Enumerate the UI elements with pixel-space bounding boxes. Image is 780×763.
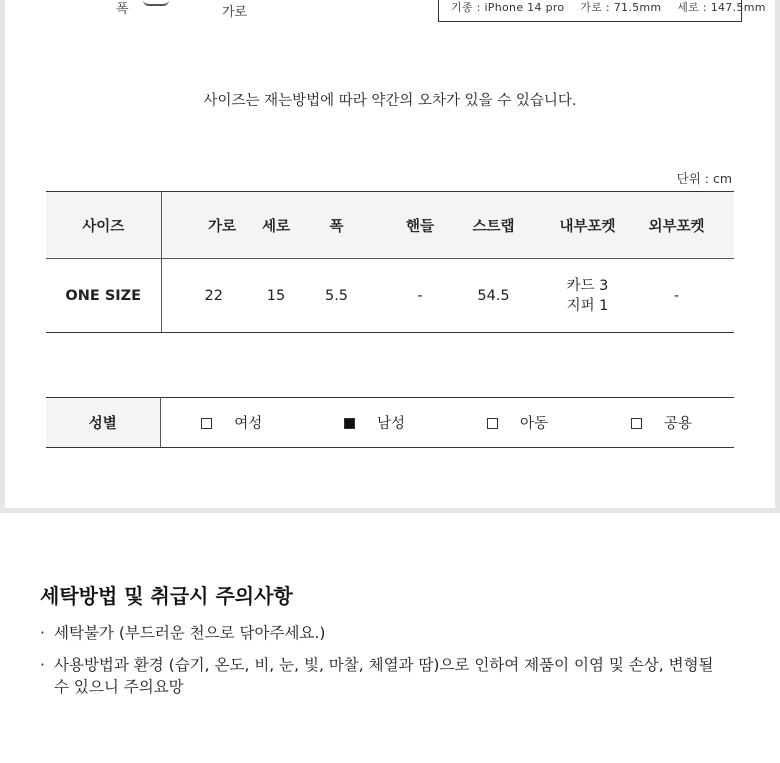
row-handle: - [421, 259, 467, 333]
bag-diagram-fragment [143, 0, 169, 6]
row-strap: 54.5 [467, 259, 574, 333]
gender-option-female: 여성 [160, 398, 303, 448]
header-handle: 핸들 [421, 192, 467, 259]
gender-option-unisex: 공용 [589, 398, 734, 448]
gender-table [46, 397, 734, 448]
reference-height: 세로 : 147.5mm [677, 1, 766, 14]
size-table-header-row [46, 192, 734, 259]
unit-label: 단위 : cm [676, 171, 732, 186]
measurement-note: 사이즈는 재는방법에 따라 약간의 오차가 있을 수 있습니다. [203, 93, 577, 109]
diagram-length-label: 가로 [222, 5, 248, 20]
reference-width: 가로 : 71.5mm [580, 1, 662, 14]
checkbox-icon [487, 418, 498, 429]
header-height: 세로 [268, 192, 314, 259]
care-item: · 세탁불가 (부드러운 천으로 닦아주세요.) [40, 622, 730, 644]
header-strap: 스트랩 [467, 192, 574, 259]
row-width: 22 [161, 259, 268, 333]
row-depth: 5.5 [314, 259, 421, 333]
header-outer-pocket: 외부포켓 [651, 192, 734, 259]
care-item: · 사용방법과 환경 (습기, 온도, 비, 눈, 빛, 마찰, 체열과 땀)으로 인하여 제품이 이염 및 손상, 변형될 수 있으니 주의요망 [40, 654, 730, 698]
gender-row [46, 398, 734, 448]
header-size: 사이즈 [46, 192, 161, 259]
reference-device-box [438, 0, 766, 22]
gender-label: 성별 [46, 398, 160, 448]
header-width: 가로 [161, 192, 268, 259]
checkbox-checked-icon [344, 418, 355, 429]
row-size: ONE SIZE [46, 259, 161, 333]
row-inner-pocket: 카드 3 지퍼 1 [574, 259, 651, 333]
gender-option-male: 남성 [303, 398, 446, 448]
row-height: 15 [268, 259, 314, 333]
header-inner-pocket: 내부포켓 [574, 192, 651, 259]
size-table [46, 191, 734, 333]
care-title: 세탁방법 및 취급시 주의사항 [40, 584, 293, 608]
header-depth: 폭 [314, 192, 421, 259]
checkbox-icon [201, 418, 212, 429]
gender-option-kids: 아동 [446, 398, 589, 448]
row-outer-pocket: - [651, 259, 734, 333]
care-list [40, 622, 730, 708]
diagram-width-label: 폭 [116, 2, 129, 17]
checkbox-icon [631, 418, 642, 429]
reference-device: 기종 : iPhone 14 pro [451, 1, 565, 14]
size-table-row [46, 259, 734, 333]
